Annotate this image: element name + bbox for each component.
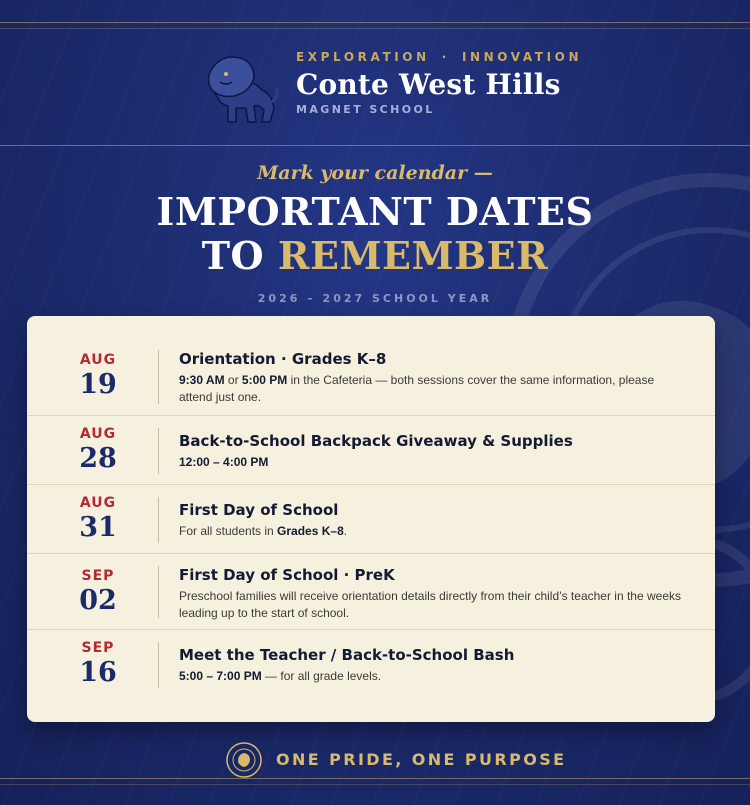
bottom-rule — [0, 778, 750, 779]
row-divider — [158, 428, 159, 474]
event-detail — [179, 454, 689, 471]
event-title: Back-to-School Backpack Giveaway & Supplies — [179, 432, 573, 450]
school-seal-icon — [226, 742, 262, 778]
school-year: 2026 – 2027 SCHOOL YEAR — [257, 292, 493, 305]
event-day: 31 — [79, 512, 117, 543]
school-motto: ONE PRIDE, ONE PURPOSE — [276, 750, 567, 769]
event-month: AUG — [79, 426, 117, 442]
event-date — [67, 352, 129, 400]
school-name: Conte West Hills — [296, 68, 561, 101]
event-info — [179, 350, 689, 406]
event-detail-part: Grades K–8 — [277, 524, 344, 538]
event-date — [67, 495, 129, 543]
bottom-rule-inner — [0, 784, 750, 785]
event-month: AUG — [79, 352, 117, 368]
event-title: First Day of School · PreK — [179, 566, 395, 584]
footer — [0, 742, 750, 776]
event-detail — [179, 372, 689, 406]
event-row — [27, 415, 715, 484]
event-title: Meet the Teacher / Back-to-School Bash — [179, 646, 515, 664]
event-detail-part: in the Cafeteria — both sessions cover the same information, please attend just one. — [179, 373, 655, 404]
event-detail-part: 5:00 PM — [241, 373, 288, 387]
brand-block — [296, 50, 582, 116]
event-title: Orientation · Grades K–8 — [179, 350, 387, 368]
headline-to: TO — [201, 233, 265, 278]
event-info — [179, 432, 689, 471]
event-day: 28 — [79, 443, 117, 474]
event-date — [67, 426, 129, 474]
top-rule-inner — [0, 28, 750, 29]
event-row — [27, 484, 715, 553]
event-title: First Day of School — [179, 501, 339, 519]
event-detail — [179, 668, 689, 685]
hero-kicker: Mark your calendar — — [257, 162, 493, 184]
event-detail-part: 9:30 AM — [179, 373, 225, 387]
dates-card — [27, 316, 715, 722]
event-date — [67, 568, 129, 616]
event-info — [179, 566, 689, 622]
event-detail — [179, 523, 689, 540]
row-divider — [158, 642, 159, 688]
hero — [0, 162, 750, 305]
event-detail-part: — for all grade levels. — [261, 669, 382, 683]
headline-line1: IMPORTANT DATES — [156, 189, 594, 234]
event-day: 16 — [79, 657, 117, 688]
event-detail — [179, 588, 689, 622]
event-detail-part: Preschool families will receive orientation details directly from their child’s teacher in the weeks leading up to the start of school. — [179, 589, 681, 620]
event-detail-part: 12:00 – 4:00 PM — [179, 455, 269, 469]
event-day: 19 — [79, 369, 117, 400]
event-info — [179, 646, 689, 685]
event-date — [67, 640, 129, 688]
event-row — [27, 629, 715, 722]
row-divider — [158, 350, 159, 404]
event-row — [27, 553, 715, 629]
event-detail-part: 5:00 – 7:00 PM — [179, 669, 262, 683]
row-divider — [158, 566, 159, 618]
hero-headline — [0, 190, 750, 278]
headline-remember: REMEMBER — [277, 233, 549, 278]
event-detail-part: For all students in — [179, 524, 278, 538]
tagline-separator: · — [441, 50, 450, 64]
event-row — [27, 316, 715, 415]
header — [0, 50, 750, 130]
event-day: 02 — [79, 585, 117, 616]
school-tagline — [296, 50, 582, 64]
school-subtitle: MAGNET SCHOOL — [296, 103, 435, 116]
row-divider — [158, 497, 159, 543]
tagline-innovation: INNOVATION — [461, 50, 583, 64]
event-detail-part: or — [224, 373, 242, 387]
header-rule — [0, 145, 750, 146]
tagline-exploration: EXPLORATION — [296, 50, 430, 64]
event-detail-part: . — [343, 524, 348, 538]
headline-line2 — [0, 234, 750, 278]
event-month: AUG — [79, 495, 117, 511]
top-rule — [0, 22, 750, 23]
event-info — [179, 501, 689, 540]
lion-mascot-icon — [200, 52, 280, 128]
event-month: SEP — [81, 568, 115, 584]
event-month: SEP — [81, 640, 115, 656]
